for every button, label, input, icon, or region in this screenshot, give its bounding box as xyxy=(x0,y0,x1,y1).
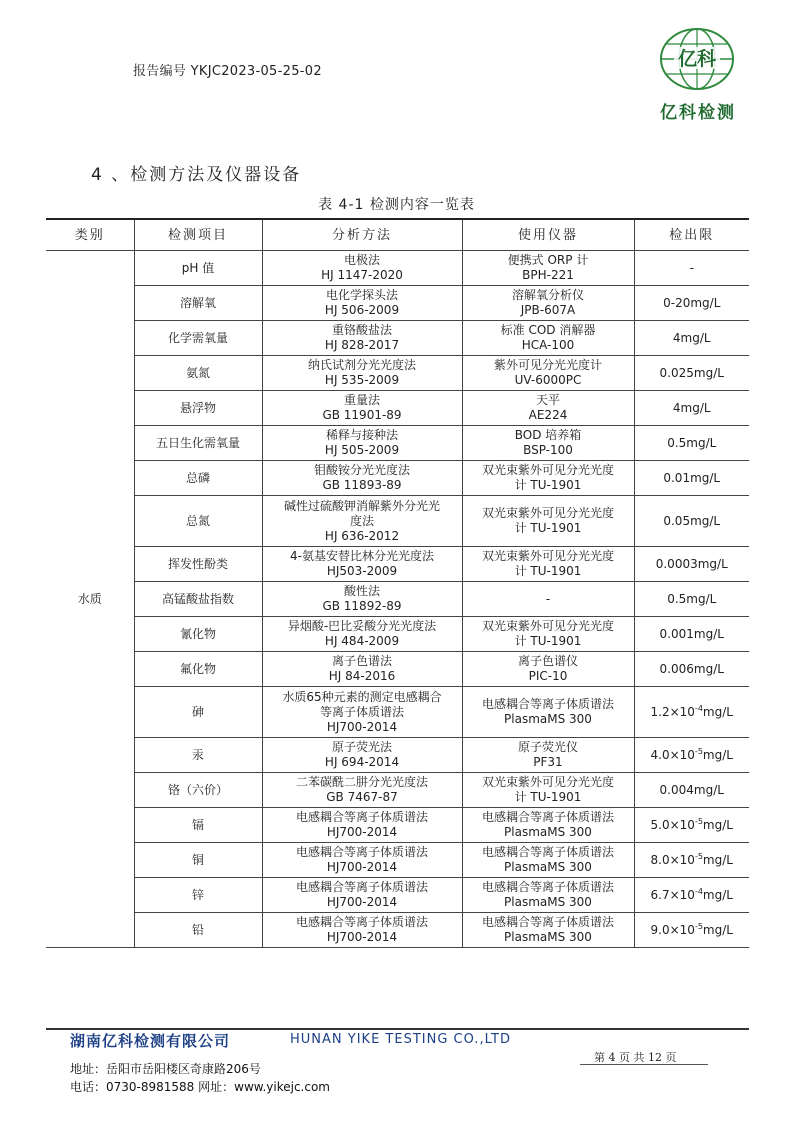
instrument-line: 电感耦合等离子体质谱法 xyxy=(481,810,614,824)
instrument-cell xyxy=(462,426,634,461)
instrument-cell xyxy=(462,808,634,843)
detection-limit-cell xyxy=(634,738,749,773)
table-caption: 表 4-1 检测内容一览表 xyxy=(318,197,475,213)
table-row xyxy=(46,913,749,948)
instrument-line: 双光束紫外可见分光光度 xyxy=(481,463,614,477)
detection-limit-cell xyxy=(634,652,749,687)
table-row xyxy=(46,251,749,286)
instrument-line: 原子荧光仪 xyxy=(517,740,578,754)
instrument-line: PlasmaMS 300 xyxy=(504,860,592,874)
instrument-cell xyxy=(462,687,634,738)
test-item-cell: 高锰酸盐指数 xyxy=(134,582,262,617)
test-item-cell: 五日生化需氧量 xyxy=(134,426,262,461)
instrument-line: PlasmaMS 300 xyxy=(504,712,592,726)
detection-limit-cell xyxy=(634,251,749,286)
instrument-line: PIC-10 xyxy=(528,669,568,683)
detection-limit-value: 1.2×10 xyxy=(650,704,695,719)
test-item-cell: 悬浮物 xyxy=(134,391,262,426)
instrument-line: PF31 xyxy=(533,755,563,769)
detection-limit-value: 0-20mg/L xyxy=(663,295,721,310)
column-header: 使用仪器 xyxy=(462,219,634,251)
detection-limit-value: 0.5mg/L xyxy=(667,591,717,606)
detection-limit-cell xyxy=(634,356,749,391)
instrument-line: - xyxy=(545,591,551,606)
instrument-line: 电感耦合等离子体质谱法 xyxy=(481,697,614,711)
method-line: 钼酸铵分光光度法 xyxy=(313,463,410,477)
method-line: 稀释与接种法 xyxy=(325,428,398,442)
table-row xyxy=(46,461,749,496)
detection-limit-exponent: -4 xyxy=(694,703,703,713)
test-item-cell: 铅 xyxy=(134,913,262,948)
test-item-cell: 总氮 xyxy=(134,496,262,547)
instrument-cell xyxy=(462,461,634,496)
instrument-line: 溶解氧分析仪 xyxy=(511,288,584,302)
method-cell xyxy=(262,547,462,582)
globe-logo-icon xyxy=(658,26,736,92)
method-line: GB 11901-89 xyxy=(322,408,402,422)
method-line: GB 7467-87 xyxy=(326,790,398,804)
detection-limit-value: 6.7×10 xyxy=(650,887,695,902)
detection-limit-cell xyxy=(634,286,749,321)
report-number: 报告编号 YKJC2023-05-25-02 xyxy=(133,64,322,79)
instrument-line: BOD 培养箱 xyxy=(514,428,582,442)
instrument-line: 便携式 ORP 计 xyxy=(507,253,589,267)
method-line: HJ 694-2014 xyxy=(324,755,400,769)
method-line: HJ 1147-2020 xyxy=(321,268,403,282)
method-line: 重铬酸盐法 xyxy=(331,323,392,337)
detection-limit-exponent: -4 xyxy=(694,886,703,896)
instrument-line: 双光束紫外可见分光光度 xyxy=(481,775,614,789)
method-line: 离子色谱法 xyxy=(331,654,392,668)
instrument-line: PlasmaMS 300 xyxy=(504,930,592,944)
detection-limit-value: 0.0003mg/L xyxy=(655,556,728,571)
method-line: GB 11893-89 xyxy=(322,478,402,492)
detection-limit-exponent: -5 xyxy=(694,851,703,861)
method-line: 酸性法 xyxy=(343,584,380,598)
table-row xyxy=(46,286,749,321)
test-item-cell: 铜 xyxy=(134,843,262,878)
detection-limit-cell xyxy=(634,391,749,426)
company-contact: 电话：0730-8981588 网址：www.yikejc.com xyxy=(70,1080,330,1094)
instrument-line: AE224 xyxy=(528,408,568,422)
instrument-line: 计 TU-1901 xyxy=(514,564,582,578)
table-row xyxy=(46,321,749,356)
detection-limit-unit: mg/L xyxy=(702,747,733,762)
detection-limit-cell xyxy=(634,321,749,356)
method-cell xyxy=(262,356,462,391)
detection-limit-cell xyxy=(634,843,749,878)
instrument-line: 计 TU-1901 xyxy=(514,478,582,492)
test-item-cell: 砷 xyxy=(134,687,262,738)
method-cell xyxy=(262,496,462,547)
table-row xyxy=(46,582,749,617)
detection-limit-value: 0.025mg/L xyxy=(659,365,724,380)
detection-limit-value: 4mg/L xyxy=(672,400,711,415)
instrument-line: JPB-607A xyxy=(520,303,576,317)
instrument-cell xyxy=(462,496,634,547)
detection-limit-cell xyxy=(634,426,749,461)
instrument-line: 双光束紫外可见分光光度 xyxy=(481,506,614,520)
instrument-cell xyxy=(462,547,634,582)
detection-limit-value: 0.01mg/L xyxy=(663,470,721,485)
method-cell xyxy=(262,391,462,426)
method-line: HJ 505-2009 xyxy=(324,443,400,457)
detection-limit-value: - xyxy=(689,260,694,275)
method-cell xyxy=(262,687,462,738)
method-cell xyxy=(262,582,462,617)
detection-limit-exponent: -5 xyxy=(694,746,703,756)
svg-text:亿科: 亿科 xyxy=(677,48,717,70)
instrument-cell xyxy=(462,251,634,286)
instrument-cell xyxy=(462,878,634,913)
column-header: 分析方法 xyxy=(262,219,462,251)
table-row xyxy=(46,426,749,461)
section-title: 4 、检测方法及仪器设备 xyxy=(91,165,302,185)
instrument-line: 紫外可见分光光度计 xyxy=(493,358,602,372)
method-cell xyxy=(262,286,462,321)
detection-limit-value: 4mg/L xyxy=(672,330,711,345)
method-line: HJ 535-2009 xyxy=(324,373,400,387)
detection-limit-cell xyxy=(634,496,749,547)
method-cell xyxy=(262,773,462,808)
method-line: HJ 828-2017 xyxy=(324,338,400,352)
method-cell xyxy=(262,617,462,652)
company-address: 地址：岳阳市岳阳楼区奇康路206号 xyxy=(70,1062,261,1076)
method-line: 电化学探头法 xyxy=(325,288,398,302)
method-line: HJ503-2009 xyxy=(326,564,398,578)
table-row xyxy=(46,356,749,391)
method-line: GB 11892-89 xyxy=(322,599,402,613)
detection-limit-cell xyxy=(634,808,749,843)
method-line: 4-氨基安替比林分光光度法 xyxy=(290,549,434,563)
test-item-cell: 锌 xyxy=(134,878,262,913)
instrument-line: 计 TU-1901 xyxy=(514,634,582,648)
method-line: 电感耦合等离子体质谱法 xyxy=(295,810,428,824)
method-line: 重量法 xyxy=(343,393,380,407)
method-cell xyxy=(262,913,462,948)
method-line: 异烟酸-巴比妥酸分光光度法 xyxy=(287,619,437,633)
table-row xyxy=(46,496,749,547)
table-row xyxy=(46,687,749,738)
method-line: 电极法 xyxy=(343,253,380,267)
table-row xyxy=(46,878,749,913)
instrument-cell xyxy=(462,913,634,948)
detection-limit-cell xyxy=(634,878,749,913)
method-line: HJ700-2014 xyxy=(326,719,398,734)
method-line: HJ700-2014 xyxy=(326,825,398,839)
method-line: HJ 636-2012 xyxy=(324,528,400,543)
detection-limit-unit: mg/L xyxy=(702,852,733,867)
test-item-cell: 溶解氧 xyxy=(134,286,262,321)
detection-limit-value: 8.0×10 xyxy=(650,852,695,867)
detection-limit-cell xyxy=(634,547,749,582)
method-cell xyxy=(262,321,462,356)
method-line: 电感耦合等离子体质谱法 xyxy=(295,880,428,894)
instrument-line: 天平 xyxy=(535,393,560,407)
method-line: 纳氏试剂分光光度法 xyxy=(307,358,416,372)
instrument-line: 计 TU-1901 xyxy=(514,790,582,804)
method-cell xyxy=(262,808,462,843)
detection-limit-unit: mg/L xyxy=(702,887,733,902)
table-row xyxy=(46,773,749,808)
method-line: 度法 xyxy=(349,513,374,528)
instrument-cell xyxy=(462,773,634,808)
method-line: HJ700-2014 xyxy=(326,930,398,944)
method-cell xyxy=(262,426,462,461)
instrument-line: 电感耦合等离子体质谱法 xyxy=(481,845,614,859)
method-line: HJ700-2014 xyxy=(326,895,398,909)
table-row xyxy=(46,738,749,773)
test-item-cell: 化学需氧量 xyxy=(134,321,262,356)
detection-limit-cell xyxy=(634,773,749,808)
detection-limit-cell xyxy=(634,913,749,948)
detection-limit-value: 0.004mg/L xyxy=(659,782,724,797)
method-cell xyxy=(262,738,462,773)
instrument-line: 电感耦合等离子体质谱法 xyxy=(481,915,614,929)
detection-limit-value: 9.0×10 xyxy=(650,922,695,937)
method-line: HJ 84-2016 xyxy=(328,669,396,683)
method-cell xyxy=(262,878,462,913)
logo-text: 亿科检测 xyxy=(660,103,736,123)
test-item-cell: 镉 xyxy=(134,808,262,843)
instrument-cell xyxy=(462,652,634,687)
test-item-cell: pH 值 xyxy=(134,251,262,286)
table-row xyxy=(46,652,749,687)
instrument-line: 标准 COD 消解器 xyxy=(500,323,596,337)
method-line: 二苯碳酰二肼分光光度法 xyxy=(295,775,428,789)
detection-limit-cell xyxy=(634,687,749,738)
method-cell xyxy=(262,843,462,878)
detection-limit-value: 0.5mg/L xyxy=(667,435,717,450)
detection-limit-value: 4.0×10 xyxy=(650,747,695,762)
test-item-cell: 挥发性酚类 xyxy=(134,547,262,582)
instrument-line: 计 TU-1901 xyxy=(514,521,582,535)
method-line: 电感耦合等离子体质谱法 xyxy=(295,915,428,929)
instrument-line: PlasmaMS 300 xyxy=(504,895,592,909)
instrument-cell xyxy=(462,582,634,617)
instrument-cell xyxy=(462,356,634,391)
test-item-cell: 氰化物 xyxy=(134,617,262,652)
detection-limit-exponent: -5 xyxy=(694,921,703,931)
test-item-cell: 汞 xyxy=(134,738,262,773)
detection-limit-exponent: -5 xyxy=(694,816,703,826)
instrument-line: 离子色谱仪 xyxy=(517,654,578,668)
instrument-line: UV-6000PC xyxy=(514,373,582,387)
instrument-cell xyxy=(462,843,634,878)
instrument-cell xyxy=(462,738,634,773)
instrument-cell xyxy=(462,321,634,356)
method-line: 等离子体质谱法 xyxy=(319,704,404,719)
detection-limit-value: 0.05mg/L xyxy=(663,513,721,528)
instrument-line: 电感耦合等离子体质谱法 xyxy=(481,880,614,894)
company-name: 湖南亿科检测有限公司 xyxy=(70,1032,231,1050)
detection-limit-cell xyxy=(634,617,749,652)
detection-limit-cell xyxy=(634,461,749,496)
test-item-cell: 总磷 xyxy=(134,461,262,496)
column-header: 类别 xyxy=(46,219,134,251)
table-row xyxy=(46,808,749,843)
instrument-line: 双光束紫外可见分光光度 xyxy=(481,549,614,563)
method-line: HJ 484-2009 xyxy=(324,634,400,648)
instrument-cell xyxy=(462,391,634,426)
instrument-line: PlasmaMS 300 xyxy=(504,825,592,839)
instrument-cell xyxy=(462,617,634,652)
method-line: 碱性过硫酸钾消解紫外分光光 xyxy=(283,498,440,513)
method-line: HJ 506-2009 xyxy=(324,303,400,317)
detection-limit-value: 0.006mg/L xyxy=(659,661,724,676)
detection-limit-value: 0.001mg/L xyxy=(659,626,724,641)
table-row xyxy=(46,391,749,426)
test-item-cell: 铬（六价） xyxy=(134,773,262,808)
column-header: 检测项目 xyxy=(134,219,262,251)
instrument-cell xyxy=(462,286,634,321)
test-content-table xyxy=(46,218,749,948)
method-cell xyxy=(262,251,462,286)
detection-limit-unit: mg/L xyxy=(702,922,733,937)
instrument-line: BPH-221 xyxy=(522,268,574,282)
table-row xyxy=(46,547,749,582)
column-header: 检出限 xyxy=(634,219,749,251)
method-cell xyxy=(262,461,462,496)
test-item-cell: 氨氮 xyxy=(134,356,262,391)
instrument-line: 双光束紫外可见分光光度 xyxy=(481,619,614,633)
table-header-row xyxy=(46,219,749,251)
page-number: 第 4 页 共 12 页 xyxy=(594,1051,677,1064)
instrument-line: BSP-100 xyxy=(523,443,573,457)
instrument-line: HCA-100 xyxy=(521,338,575,352)
table-body xyxy=(46,251,749,948)
test-item-cell: 氟化物 xyxy=(134,652,262,687)
method-cell xyxy=(262,652,462,687)
table-row xyxy=(46,843,749,878)
method-line: 原子荧光法 xyxy=(331,740,392,754)
detection-limit-cell xyxy=(634,582,749,617)
method-line: 水质65种元素的测定电感耦合 xyxy=(282,689,442,704)
category-cell: 水质 xyxy=(46,251,134,948)
page-number-underline xyxy=(580,1064,708,1065)
detection-limit-unit: mg/L xyxy=(702,704,733,719)
company-name-english: HUNAN YIKE TESTING CO.,LTD xyxy=(290,1032,511,1047)
method-line: HJ700-2014 xyxy=(326,860,398,874)
table-row xyxy=(46,617,749,652)
detection-limit-value: 5.0×10 xyxy=(650,817,695,832)
method-line: 电感耦合等离子体质谱法 xyxy=(295,845,428,859)
detection-limit-unit: mg/L xyxy=(702,817,733,832)
company-logo xyxy=(650,26,746,123)
